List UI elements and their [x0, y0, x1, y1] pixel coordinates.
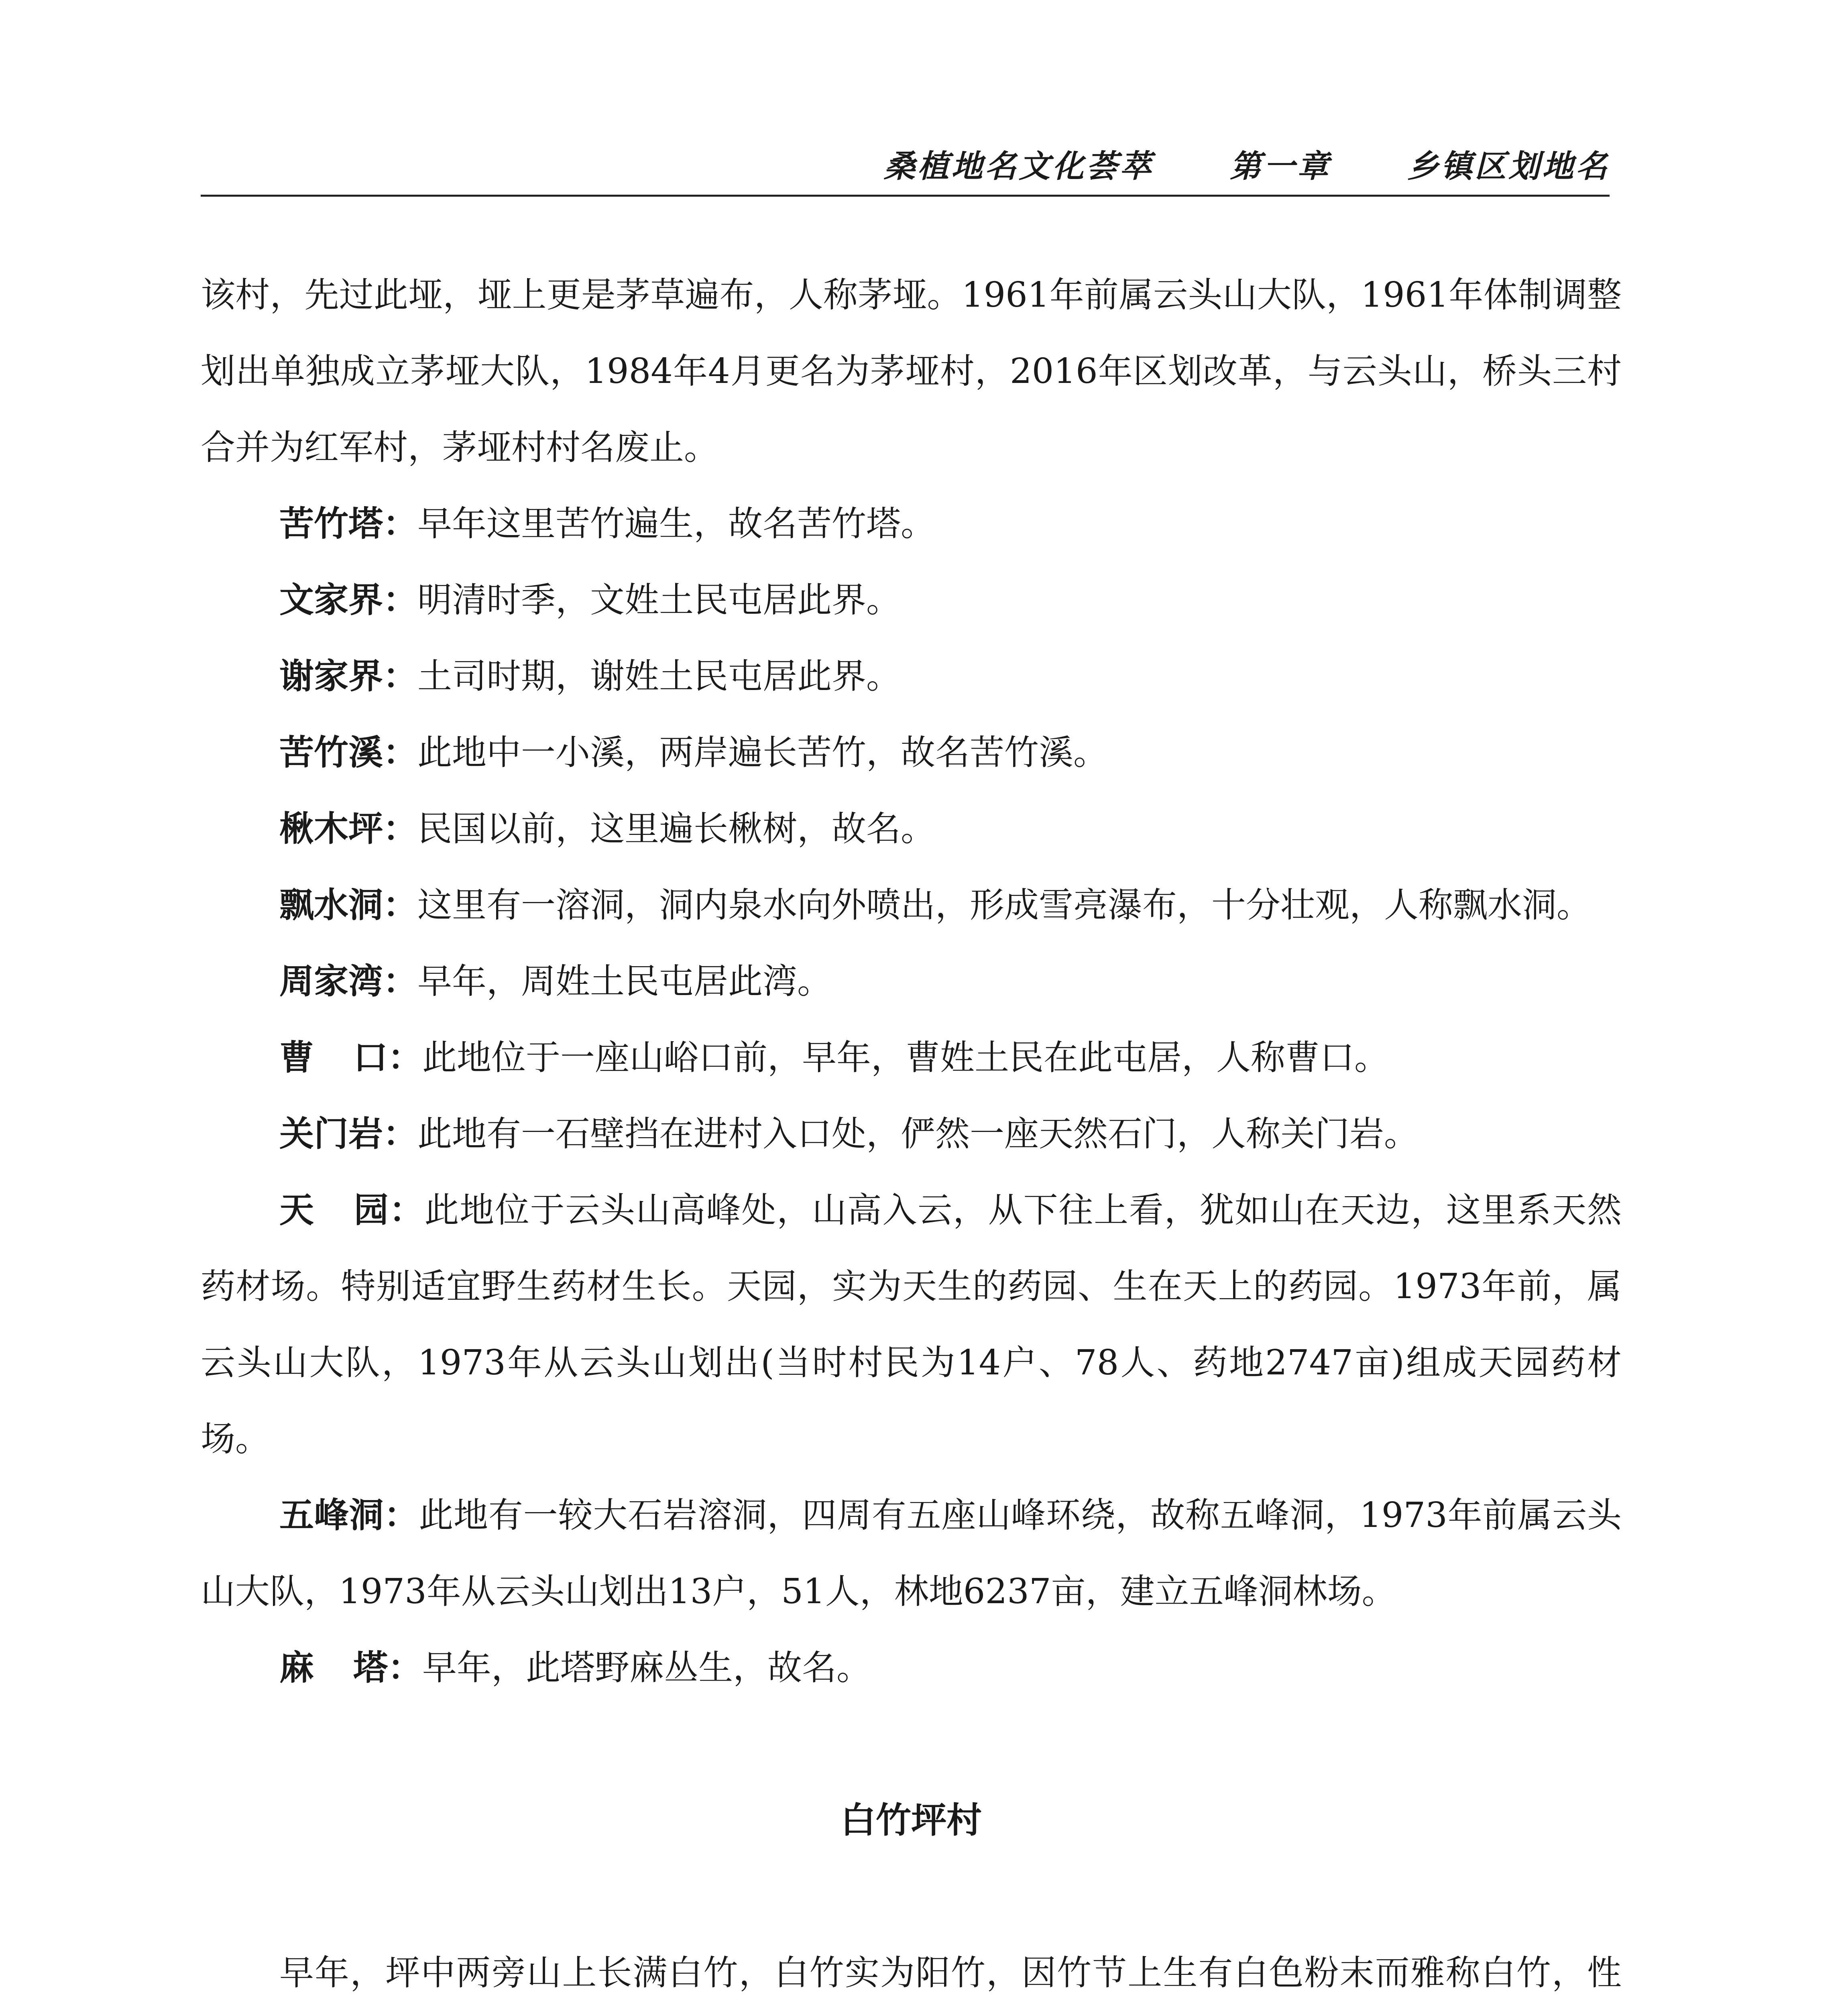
entry-term: [279, 1190, 424, 1230]
entry-term-last: 园：: [354, 1190, 425, 1230]
entry-term: 飘水洞：: [279, 885, 417, 925]
intro-paragraph: 该村，先过此垭，垭上更是茅草遍布，人称茅垭。1961年前属云头山大队，1961年体制调整划出单独成立茅垭大队，1984年4月更名为茅垭村，2016年区划改革，与云头山，桥头三村合并为红军村，茅垭村村名废止。: [201, 275, 1622, 468]
entry-term: [279, 1037, 422, 1078]
entry-term-last: 塔：: [353, 1647, 422, 1688]
entry-mata: [201, 1630, 1622, 1706]
entry-text: 早年，此塔野麻丛生，故名。: [422, 1648, 871, 1688]
entry-tianyuan: [201, 1172, 1622, 1477]
entry-text: 此地有一石壁挡在进村入口处，俨然一座天然石门，人称关门岩。: [417, 1114, 1419, 1154]
entry-wenjiajie: [201, 562, 1622, 638]
entry-term: 周家湾：: [279, 961, 417, 1001]
entry-term: 谢家界：: [279, 656, 417, 696]
header-chapter: 第一章: [1229, 148, 1331, 185]
entry-caokou: [201, 1020, 1622, 1096]
entry-text: 早年这里苦竹遍生，故名苦竹塔。: [417, 504, 935, 544]
entry-text: 此地位于一座山峪口前，早年，曹姓土民在此屯居，人称曹口。: [422, 1038, 1389, 1078]
page-body: [201, 257, 1622, 2007]
entry-qiumuping: [201, 791, 1622, 867]
entry-term-first: 天: [279, 1190, 354, 1230]
entry-text: 此地位于云头山高峰处，山高入云，从下往上看，犹如山在天边，这里系天然药材场。特别适宜野生药材生长。天园，实为天生的药园、生在天上的药园。1973年前，属云头山大队，1973年从云头山划出(当时村民为14户、78人、药地2747亩)组成天园药材场。: [201, 1190, 1622, 1459]
header-section: 乡镇区划地名: [1407, 148, 1610, 185]
entry-kuzhuta: [201, 486, 1622, 562]
entry-term: 文家界：: [279, 580, 417, 620]
entry-term-first: 曹: [279, 1037, 353, 1078]
entry-text: 此地中一小溪，两岸遍长苦竹，故名苦竹溪。: [417, 733, 1108, 773]
entry-term: 苦竹塔：: [279, 503, 417, 544]
entry-term: [279, 1647, 422, 1688]
entry-xiejiajie: [201, 638, 1622, 714]
entry-text: 土司时期，谢姓土民屯居此界。: [417, 656, 901, 696]
entry-text: 此地有一较大石岩溶洞，四周有五座山峰环绕，故称五峰洞，1973年前属云头山大队，1973年从云头山划出13户，51人，林地6237亩，建立五峰洞林场。: [201, 1495, 1622, 1612]
header-book-title: 桑植地名文化荟萃: [883, 148, 1154, 185]
entry-piaoshuidong: [201, 867, 1622, 943]
entry-term: 苦竹溪：: [279, 732, 417, 773]
entry-term: 五峰洞：: [279, 1495, 419, 1535]
entry-term: 关门岩：: [279, 1113, 417, 1154]
entry-guanmenyan: [201, 1096, 1622, 1172]
entry-kuzhuxi: [201, 714, 1622, 791]
section-paragraph: 早年，坪中两旁山上长满白竹，白竹实为阳竹，因竹节上生有白色粉末而雅称白竹，性: [279, 1953, 1622, 1993]
section-title: 白竹坪村: [840, 1799, 982, 1841]
header-text: [884, 141, 1610, 186]
entry-term-last: 口：: [353, 1037, 422, 1078]
entry-text: 明清时季，文姓土民屯居此界。: [417, 580, 901, 620]
entry-term-first: 麻: [279, 1647, 353, 1688]
entry-text: 早年，周姓土民屯居此湾。: [417, 961, 832, 1001]
entry-term: 楸木坪：: [279, 808, 417, 849]
entry-text: 民国以前，这里遍长楸树，故名。: [417, 809, 935, 849]
header-rule: [201, 195, 1610, 197]
entry-zhoujiawan: [201, 943, 1622, 1020]
entry-wufengdong: [201, 1477, 1622, 1630]
entry-text: 这里有一溶洞，洞内泉水向外喷出，形成雪亮瀑布，十分壮观，人称飘水洞。: [417, 885, 1591, 925]
running-header: [201, 145, 1610, 197]
